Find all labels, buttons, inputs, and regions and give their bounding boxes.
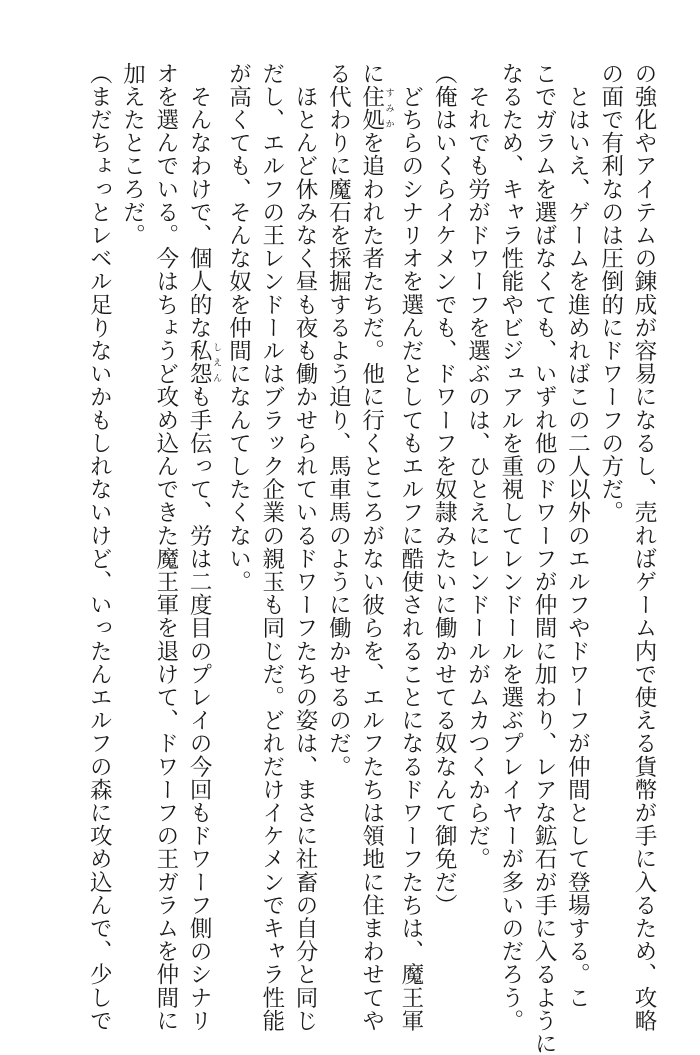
text-line: とはいえ、ゲームを進めればこの二人以外のエルフやドワーフが仲間として登場する。こ xyxy=(564,62,591,1010)
ruby-word: 住処 すみか xyxy=(358,85,394,132)
text-line: だし、エルフの王レンドールはブラック企業の親玉も同じだ。どれだけイケメンでキャラ性能 xyxy=(258,62,285,1033)
text-line: （俺はいくらイケメンでも、ドワーフを奴隷みたいに働かせてる奴なんて御免だ） xyxy=(431,62,458,917)
text-line: なるため、キャラ性能やビジュアルを重視してレンドールを選ぶプレイヤーが多いのだろう。 xyxy=(497,62,524,1033)
text-line-with-ruby: に住処 すみかを追われた者たちだ。他に行くところがない彼らを、エルフたちは領地に住まわせてや xyxy=(358,62,394,1033)
ruby-reading: しえん xyxy=(211,339,222,386)
text-line: の面で有利なのは圧倒的にドワーフの方だ。 xyxy=(597,62,624,524)
text-line-with-ruby: そんなわけで、個人的な私怨 しえんも手伝って、労は二度目のプレイの今回もドワーフ側のシナリ xyxy=(186,62,222,1033)
ruby-reading: すみか xyxy=(383,85,394,132)
ruby-word: 私怨 しえん xyxy=(186,339,222,386)
text-line: オを選んでいる。今はちょうど攻め込んできた魔王軍を退けて、ドワーフの王ガラムを仲間に xyxy=(152,62,179,1033)
text-line: （まだちょっとレベル足りないかもしれないけど、いったんエルフの森に攻め込んで、少しで xyxy=(86,62,113,1033)
text-line: る代わりに魔石を採掘するよう迫り、馬車馬のように働かせるのだ。 xyxy=(325,62,352,779)
vertical-text-body xyxy=(82,62,660,1055)
text-line: どちらのシナリオを選んだとしてもエルフに酷使されることになるドワーフたちは、魔王軍 xyxy=(397,62,424,1033)
text-line: こでガラムを選ばなくても、いずれ他のドワーフが仲間に加わり、レアな鉱石が手に入るように xyxy=(531,62,558,1055)
text-line: 加えたところだ。 xyxy=(119,62,146,247)
text-line: の強化やアイテムの錬成が容易になるし、売ればゲーム内で使える貨幣が手に入るため、攻略 xyxy=(631,62,657,1033)
text-line: が高くても、そんな奴を仲間になんてしたくない。 xyxy=(225,62,252,594)
text-line: それでも労がドワーフを選ぶのは、ひとえにレンドールがムカつくからだ。 xyxy=(464,62,491,871)
text-line: ほとんど休みなく昼も夜も働かせられているドワーフたちの姿は、まさに社畜の自分と同じ xyxy=(292,62,319,1033)
